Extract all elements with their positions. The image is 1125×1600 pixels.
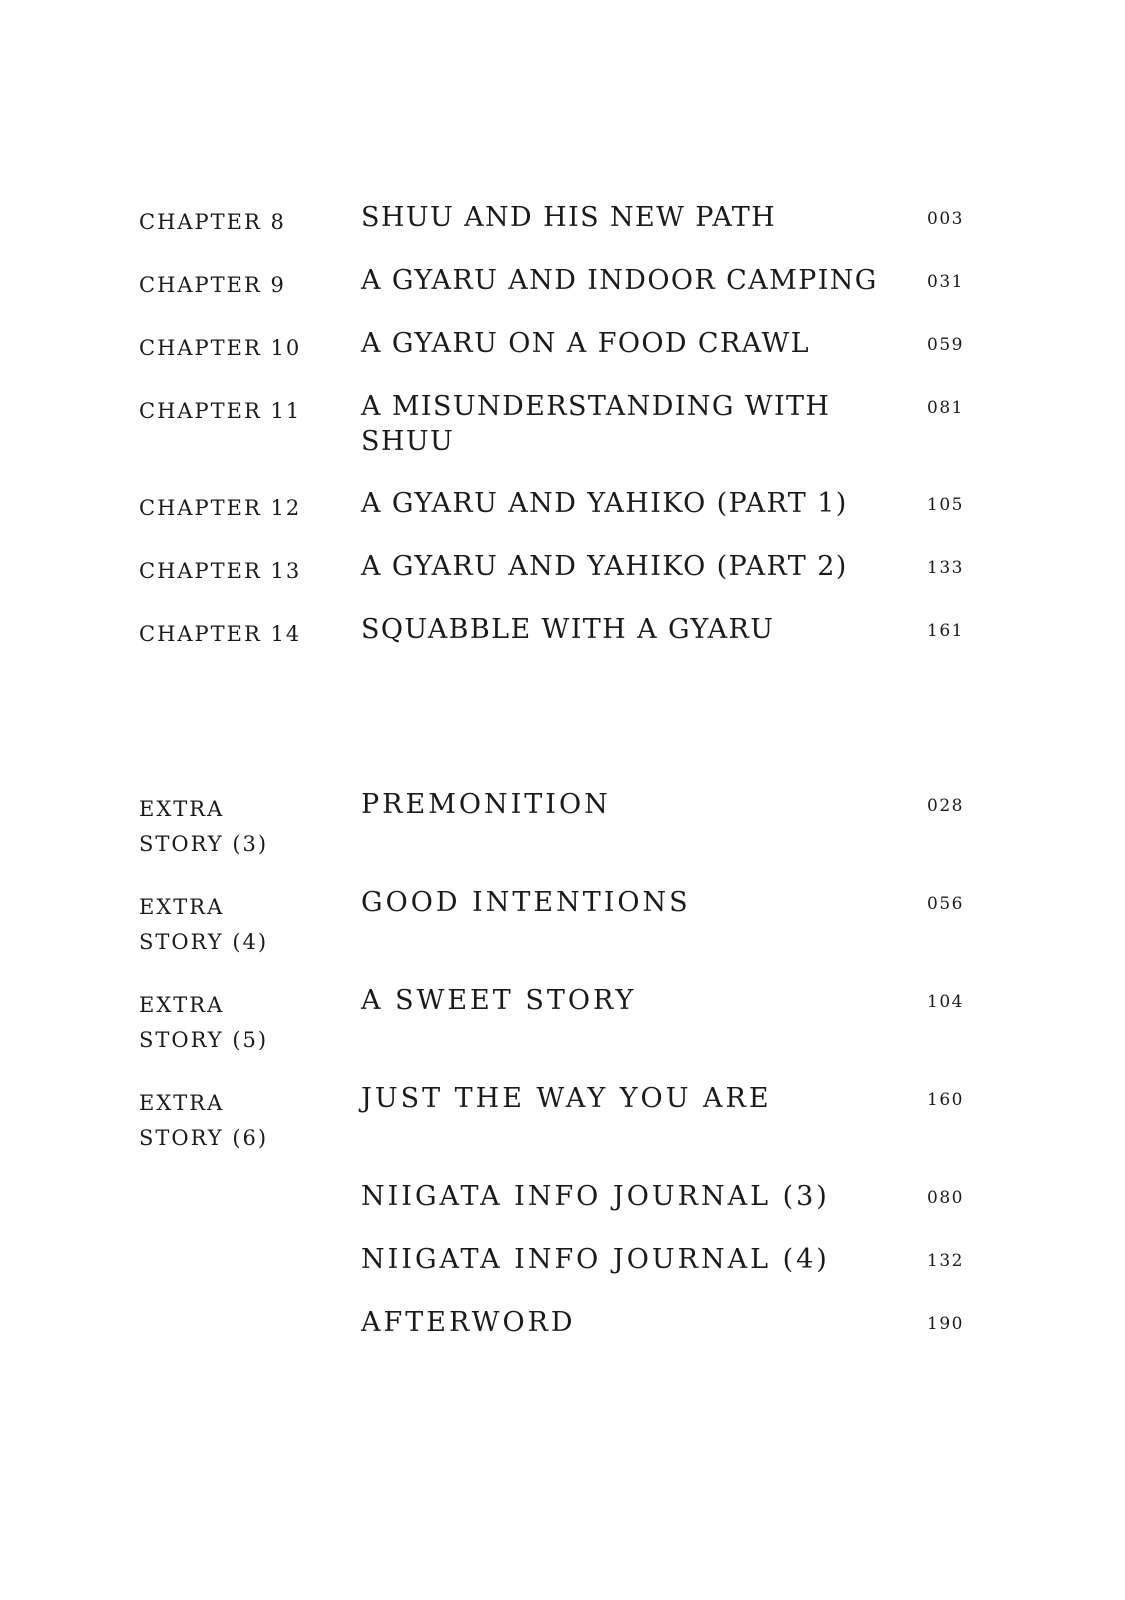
chapter-label: CHAPTER 12 xyxy=(139,496,302,520)
entry-title: NIIGATA INFO JOURNAL (3) xyxy=(361,1181,830,1212)
chapter-label: CHAPTER 13 xyxy=(139,559,302,583)
chapter-label: CHAPTER 9 xyxy=(139,273,286,297)
chapter-title: A GYARU AND INDOOR CAMPING xyxy=(361,265,878,296)
extra-story-title: JUST THE WAY YOU ARE xyxy=(361,1083,772,1114)
chapter-title: A GYARU AND YAHIKO (PART 2) xyxy=(361,551,848,582)
chapter-title: SQUABBLE WITH A GYARU xyxy=(361,614,775,645)
page-number: 003 xyxy=(927,209,964,229)
extra-story-label: EXTRA STORY (5) xyxy=(139,993,269,1052)
page-number: 028 xyxy=(927,796,964,816)
chapter-label: CHAPTER 14 xyxy=(139,622,302,646)
page-number: 161 xyxy=(927,621,964,641)
page-number: 133 xyxy=(927,558,964,578)
extra-story-label: EXTRA STORY (4) xyxy=(139,895,269,954)
extra-story-title: GOOD INTENTIONS xyxy=(361,887,691,918)
page-number: 160 xyxy=(927,1090,964,1110)
page-number: 080 xyxy=(927,1188,964,1208)
extra-story-label: EXTRA STORY (6) xyxy=(139,1091,269,1150)
chapter-label: CHAPTER 11 xyxy=(139,399,302,423)
page-number: 056 xyxy=(927,894,964,914)
chapter-label: CHAPTER 10 xyxy=(139,336,302,360)
chapter-title: A GYARU ON A FOOD CRAWL xyxy=(361,328,810,359)
page-number: 081 xyxy=(927,398,964,418)
extra-story-label: EXTRA STORY (3) xyxy=(139,797,269,856)
chapter-title: A MISUNDERSTANDING WITH SHUU xyxy=(361,391,831,457)
chapter-title: SHUU AND HIS NEW PATH xyxy=(361,202,777,233)
page-number: 132 xyxy=(927,1251,964,1271)
page-number: 190 xyxy=(927,1314,964,1334)
chapter-label: CHAPTER 8 xyxy=(139,210,286,234)
extra-story-title: PREMONITION xyxy=(361,789,611,820)
chapter-title: A GYARU AND YAHIKO (PART 1) xyxy=(361,488,848,519)
entry-title: NIIGATA INFO JOURNAL (4) xyxy=(361,1244,830,1275)
page-number: 105 xyxy=(927,495,964,515)
extra-story-title: A SWEET STORY xyxy=(361,985,637,1016)
page-number: 104 xyxy=(927,992,964,1012)
page-number: 059 xyxy=(927,335,964,355)
page-number: 031 xyxy=(927,272,964,292)
entry-title: AFTERWORD xyxy=(361,1307,576,1338)
